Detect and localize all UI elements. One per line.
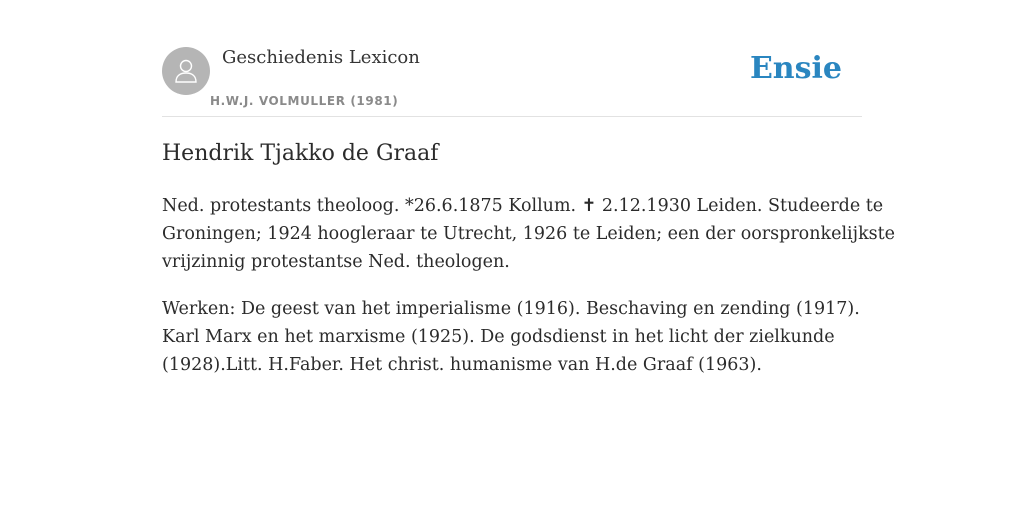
source-title[interactable]: Geschiedenis Lexicon bbox=[222, 47, 420, 68]
paragraph-line: Karl Marx en het marxisme (1925). De godsdienst in het licht der zielkunde bbox=[162, 327, 835, 347]
source-avatar[interactable] bbox=[162, 47, 210, 95]
paragraph-line: Werken: De geest van het imperialisme (1916). Beschaving en zending (1917). bbox=[162, 299, 860, 319]
entry-title: Hendrik Tjakko de Graaf bbox=[162, 141, 439, 166]
brand-logo[interactable]: Ensie bbox=[749, 51, 842, 86]
entry-paragraph bbox=[162, 192, 896, 276]
user-icon bbox=[172, 57, 200, 85]
paragraph-line: Ned. protestants theoloog. *26.6.1875 Kollum. ✝ 2.12.1930 Leiden. Studeerde te bbox=[162, 196, 884, 216]
paragraph-line: (1928).Litt. H.Faber. Het christ. humanisme van H.de Graaf (1963). bbox=[162, 355, 762, 375]
paragraph-line: vrijzinnig protestantse Ned. theologen. bbox=[162, 252, 510, 272]
entry-header bbox=[162, 0, 862, 117]
entry-card bbox=[162, 0, 896, 512]
author-credit[interactable]: H.W.J. VOLMULLER (1981) bbox=[210, 94, 399, 108]
entry-paragraph bbox=[162, 295, 862, 379]
paragraph-line: Groningen; 1924 hoogleraar te Utrecht, 1926 te Leiden; een der oorspronkelijkste bbox=[162, 224, 896, 244]
